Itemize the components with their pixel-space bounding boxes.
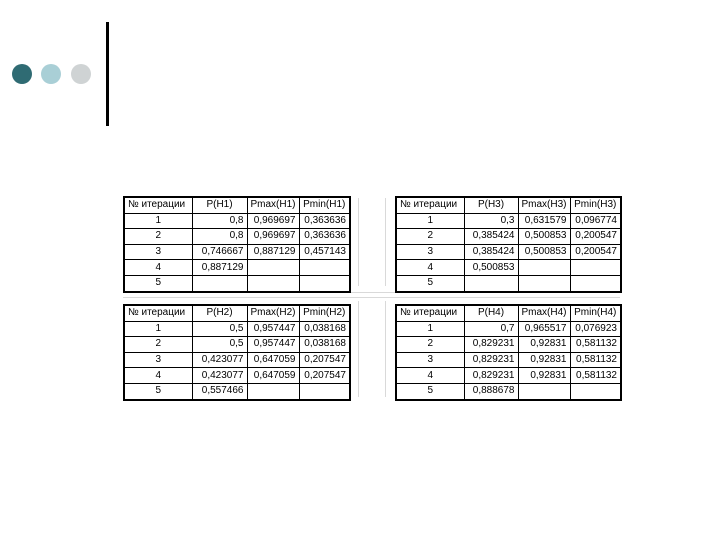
value-cell: 0,829231: [464, 368, 518, 384]
value-cell: 0,363636: [299, 229, 350, 245]
value-cell: 0,500853: [464, 260, 518, 276]
table-row: [124, 229, 350, 245]
value-cell: 0,829231: [464, 352, 518, 368]
column-header: P(H2): [192, 305, 247, 321]
value-cell: [247, 275, 299, 291]
iteration-number-cell: 3: [124, 244, 192, 260]
table-row: [124, 244, 350, 260]
value-cell: 0,581132: [570, 337, 621, 353]
column-header-iteration: № итерации: [396, 197, 464, 213]
table-row: [124, 260, 350, 276]
value-cell: 0,746667: [192, 244, 247, 260]
value-cell: [247, 383, 299, 399]
value-cell: [570, 383, 621, 399]
column-header: Pmax(H2): [247, 305, 299, 321]
value-cell: 0,423077: [192, 368, 247, 384]
value-cell: 0,200547: [570, 244, 621, 260]
value-cell: 0,096774: [570, 213, 621, 229]
iteration-number-cell: 2: [124, 229, 192, 245]
value-cell: 0,500853: [518, 229, 570, 245]
value-cell: 0,207547: [299, 368, 350, 384]
value-cell: 0,92831: [518, 368, 570, 384]
iteration-number-cell: 1: [396, 321, 464, 337]
iteration-number-cell: 1: [124, 321, 192, 337]
table-row: [396, 275, 621, 291]
value-cell: 0,957447: [247, 321, 299, 337]
value-cell: 0,8: [192, 229, 247, 245]
column-header: Pmin(H1): [299, 197, 350, 213]
spreadsheet-area: [123, 196, 620, 398]
value-cell: 0,647059: [247, 368, 299, 384]
iteration-number-cell: 2: [124, 337, 192, 353]
table-row: [124, 321, 350, 337]
value-cell: 0,3: [464, 213, 518, 229]
value-cell: [464, 275, 518, 291]
value-cell: 0,957447: [247, 337, 299, 353]
iteration-number-cell: 4: [124, 260, 192, 276]
iteration-number-cell: 1: [396, 213, 464, 229]
value-cell: 0,92831: [518, 337, 570, 353]
table-row: [124, 368, 350, 384]
value-cell: 0,888678: [464, 383, 518, 399]
value-cell: 0,363636: [299, 213, 350, 229]
value-cell: 0,207547: [299, 352, 350, 368]
value-cell: 0,581132: [570, 352, 621, 368]
table-row: [396, 321, 621, 337]
iteration-number-cell: 3: [124, 352, 192, 368]
dot-light: [71, 64, 91, 84]
value-cell: [518, 260, 570, 276]
table-header-row: [396, 305, 621, 321]
table-row: [396, 244, 621, 260]
column-header: Pmax(H3): [518, 197, 570, 213]
iteration-number-cell: 5: [124, 275, 192, 291]
iteration-number-cell: 2: [396, 229, 464, 245]
column-header: P(H3): [464, 197, 518, 213]
value-cell: [192, 275, 247, 291]
table-row: [396, 337, 621, 353]
column-header-iteration: № итерации: [396, 305, 464, 321]
column-header: Pmin(H3): [570, 197, 621, 213]
iteration-number-cell: 5: [396, 383, 464, 399]
value-cell: [299, 275, 350, 291]
table-row: [396, 368, 621, 384]
iteration-number-cell: 3: [396, 352, 464, 368]
value-cell: 0,887129: [247, 244, 299, 260]
table-row: [124, 352, 350, 368]
value-cell: [570, 275, 621, 291]
value-cell: 0,581132: [570, 368, 621, 384]
iteration-number-cell: 4: [396, 260, 464, 276]
iteration-number-cell: 2: [396, 337, 464, 353]
value-cell: 0,969697: [247, 229, 299, 245]
value-cell: 0,076923: [570, 321, 621, 337]
value-cell: [518, 275, 570, 291]
value-cell: 0,965517: [518, 321, 570, 337]
table-header-row: [124, 197, 350, 213]
table-h1: [123, 196, 351, 293]
table-row: [396, 260, 621, 276]
value-cell: 0,423077: [192, 352, 247, 368]
value-cell: 0,92831: [518, 352, 570, 368]
table-row: [124, 337, 350, 353]
value-cell: 0,457143: [299, 244, 350, 260]
table-row: [124, 275, 350, 291]
table-h4: [395, 304, 622, 401]
column-header: P(H4): [464, 305, 518, 321]
value-cell: 0,200547: [570, 229, 621, 245]
value-cell: 0,500853: [518, 244, 570, 260]
iteration-number-cell: 5: [396, 275, 464, 291]
value-cell: 0,7: [464, 321, 518, 337]
iteration-number-cell: 4: [124, 368, 192, 384]
column-header: Pmax(H1): [247, 197, 299, 213]
value-cell: 0,038168: [299, 321, 350, 337]
value-cell: 0,038168: [299, 337, 350, 353]
value-cell: 0,5: [192, 321, 247, 337]
column-header: Pmax(H4): [518, 305, 570, 321]
value-cell: 0,557466: [192, 383, 247, 399]
column-header: P(H1): [192, 197, 247, 213]
column-header: Pmin(H4): [570, 305, 621, 321]
iteration-number-cell: 1: [124, 213, 192, 229]
value-cell: 0,8: [192, 213, 247, 229]
table-row: [396, 213, 621, 229]
table-row: [396, 229, 621, 245]
value-cell: 0,647059: [247, 352, 299, 368]
iteration-number-cell: 5: [124, 383, 192, 399]
table-row: [124, 383, 350, 399]
value-cell: 0,385424: [464, 229, 518, 245]
table-h2: [123, 304, 351, 401]
table-row: [124, 213, 350, 229]
value-cell: [247, 260, 299, 276]
value-cell: 0,385424: [464, 244, 518, 260]
column-header-iteration: № итерации: [124, 197, 192, 213]
table-header-row: [124, 305, 350, 321]
value-cell: [518, 383, 570, 399]
dot-dark: [12, 64, 32, 84]
value-cell: 0,969697: [247, 213, 299, 229]
value-cell: [299, 260, 350, 276]
iteration-number-cell: 4: [396, 368, 464, 384]
value-cell: 0,829231: [464, 337, 518, 353]
table-h3: [395, 196, 622, 293]
value-cell: [299, 383, 350, 399]
iteration-number-cell: 3: [396, 244, 464, 260]
dot-medium: [41, 64, 61, 84]
table-row: [396, 383, 621, 399]
value-cell: 0,887129: [192, 260, 247, 276]
value-cell: 0,631579: [518, 213, 570, 229]
column-header: Pmin(H2): [299, 305, 350, 321]
table-row: [396, 352, 621, 368]
table-header-row: [396, 197, 621, 213]
column-header-iteration: № итерации: [124, 305, 192, 321]
slide-ornament-line: [106, 22, 109, 126]
value-cell: 0,5: [192, 337, 247, 353]
value-cell: [570, 260, 621, 276]
